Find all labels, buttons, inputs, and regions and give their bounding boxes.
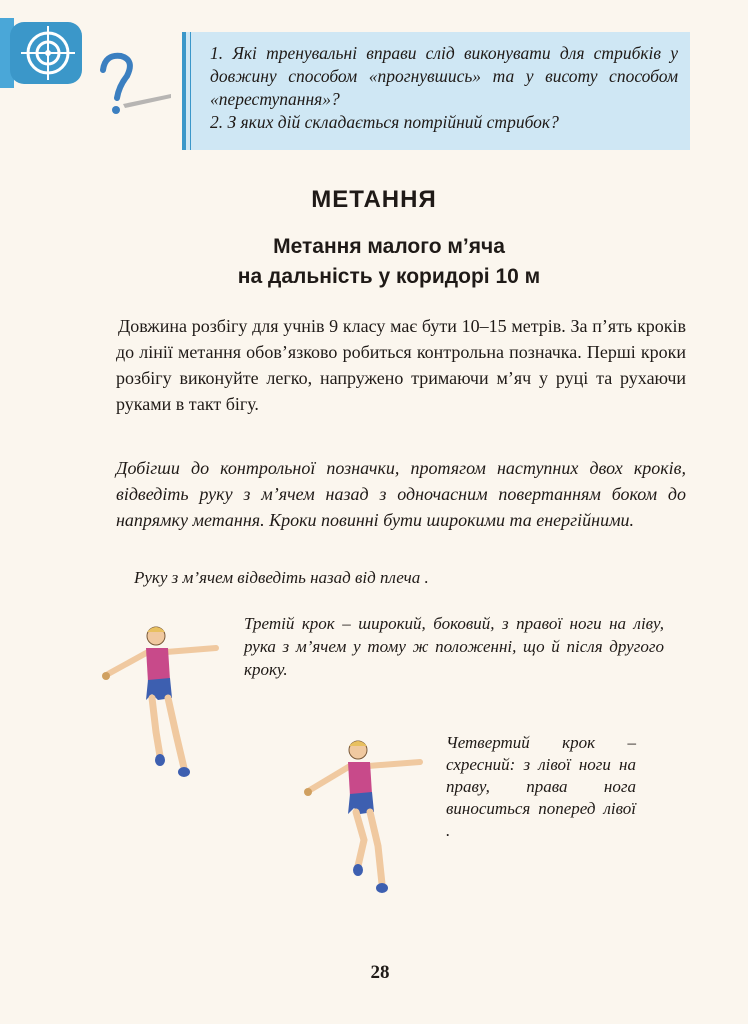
target-icon [10,22,82,84]
caption-fourth-step: Четвертий крок – схресний: з лівої ноги на праву, права нога виноситься поперед лівої . [446,733,636,840]
review-question: 1. Які тренувальні вправи слід виконувати для стрибків у довжину способом «прогнувшись» та у висоту способом «переступання»? [210,43,678,109]
caption-arm-back: Руку з м’ячем відведіть назад від плеча . [134,568,429,587]
subtitle-line-2: на дальність у коридорі 10 м [237,265,541,288]
review-question: 2. З яких дій складається потрійний стрибок? [210,112,559,132]
page-number: 28 [370,962,390,983]
box-rule [182,32,186,150]
subtitle-line-1: Метання малого м’яча [273,235,505,258]
review-questions-box [182,32,690,150]
paragraph-run-up: Довжина розбігу для учнів 9 класу має бути 10–15 метрів. За п’ять кроків до лінії метання обов’язково робиться контрольна позначка. Перші кроки розбігу виконуйте легко, напружено тримаючи м’яч у руці та рухаючи руками в такт бігу. [116,316,686,414]
paragraph-final-steps: Добігши до контрольної позначки, протягом наступних двох кроків, відведіть руку з м’ячем назад з одночасним повертанням боком до напрямку метання. Кроки повинні бути широкими та енергійними. [116,458,686,530]
section-title: МЕТАННЯ [311,186,437,213]
box-rule-thin [190,32,191,150]
subtitle [0,232,748,292]
caption-third-step: Третій крок – широкий, боковий, з правої ноги на ліву, рука з м’ячем у тому ж положенні, що й після другого кроку. [244,614,664,679]
athlete-illustration-fourth-step [300,736,430,896]
review-questions-list [210,42,678,134]
athlete-illustration-third-step [98,622,228,782]
question-mark-icon [95,52,175,122]
